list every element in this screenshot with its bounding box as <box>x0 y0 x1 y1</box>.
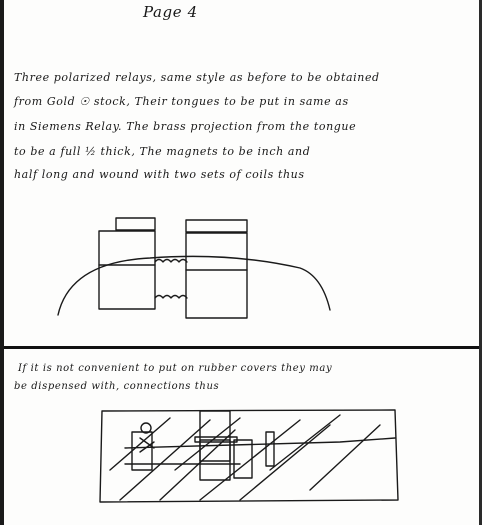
note-line-2: be dispensed with, connections thus <box>14 381 220 392</box>
body-line-5: half long and wound with two sets of coils thus <box>14 168 305 181</box>
page-number: Page 4 <box>143 3 198 21</box>
body-line-3: in Siemens Relay. The brass projection from the tongue <box>14 120 357 133</box>
body-line-4: to be a full ½ thick, The magnets to be inch and <box>14 145 311 158</box>
note-line-1: If it is not convenient to put on rubber covers they may <box>18 363 333 374</box>
body-line-1: Three polarized relays, same style as before to be obtained <box>14 71 380 84</box>
body-line-2: from Gold ☉ stock, Their tongues to be put in same as <box>14 95 349 108</box>
